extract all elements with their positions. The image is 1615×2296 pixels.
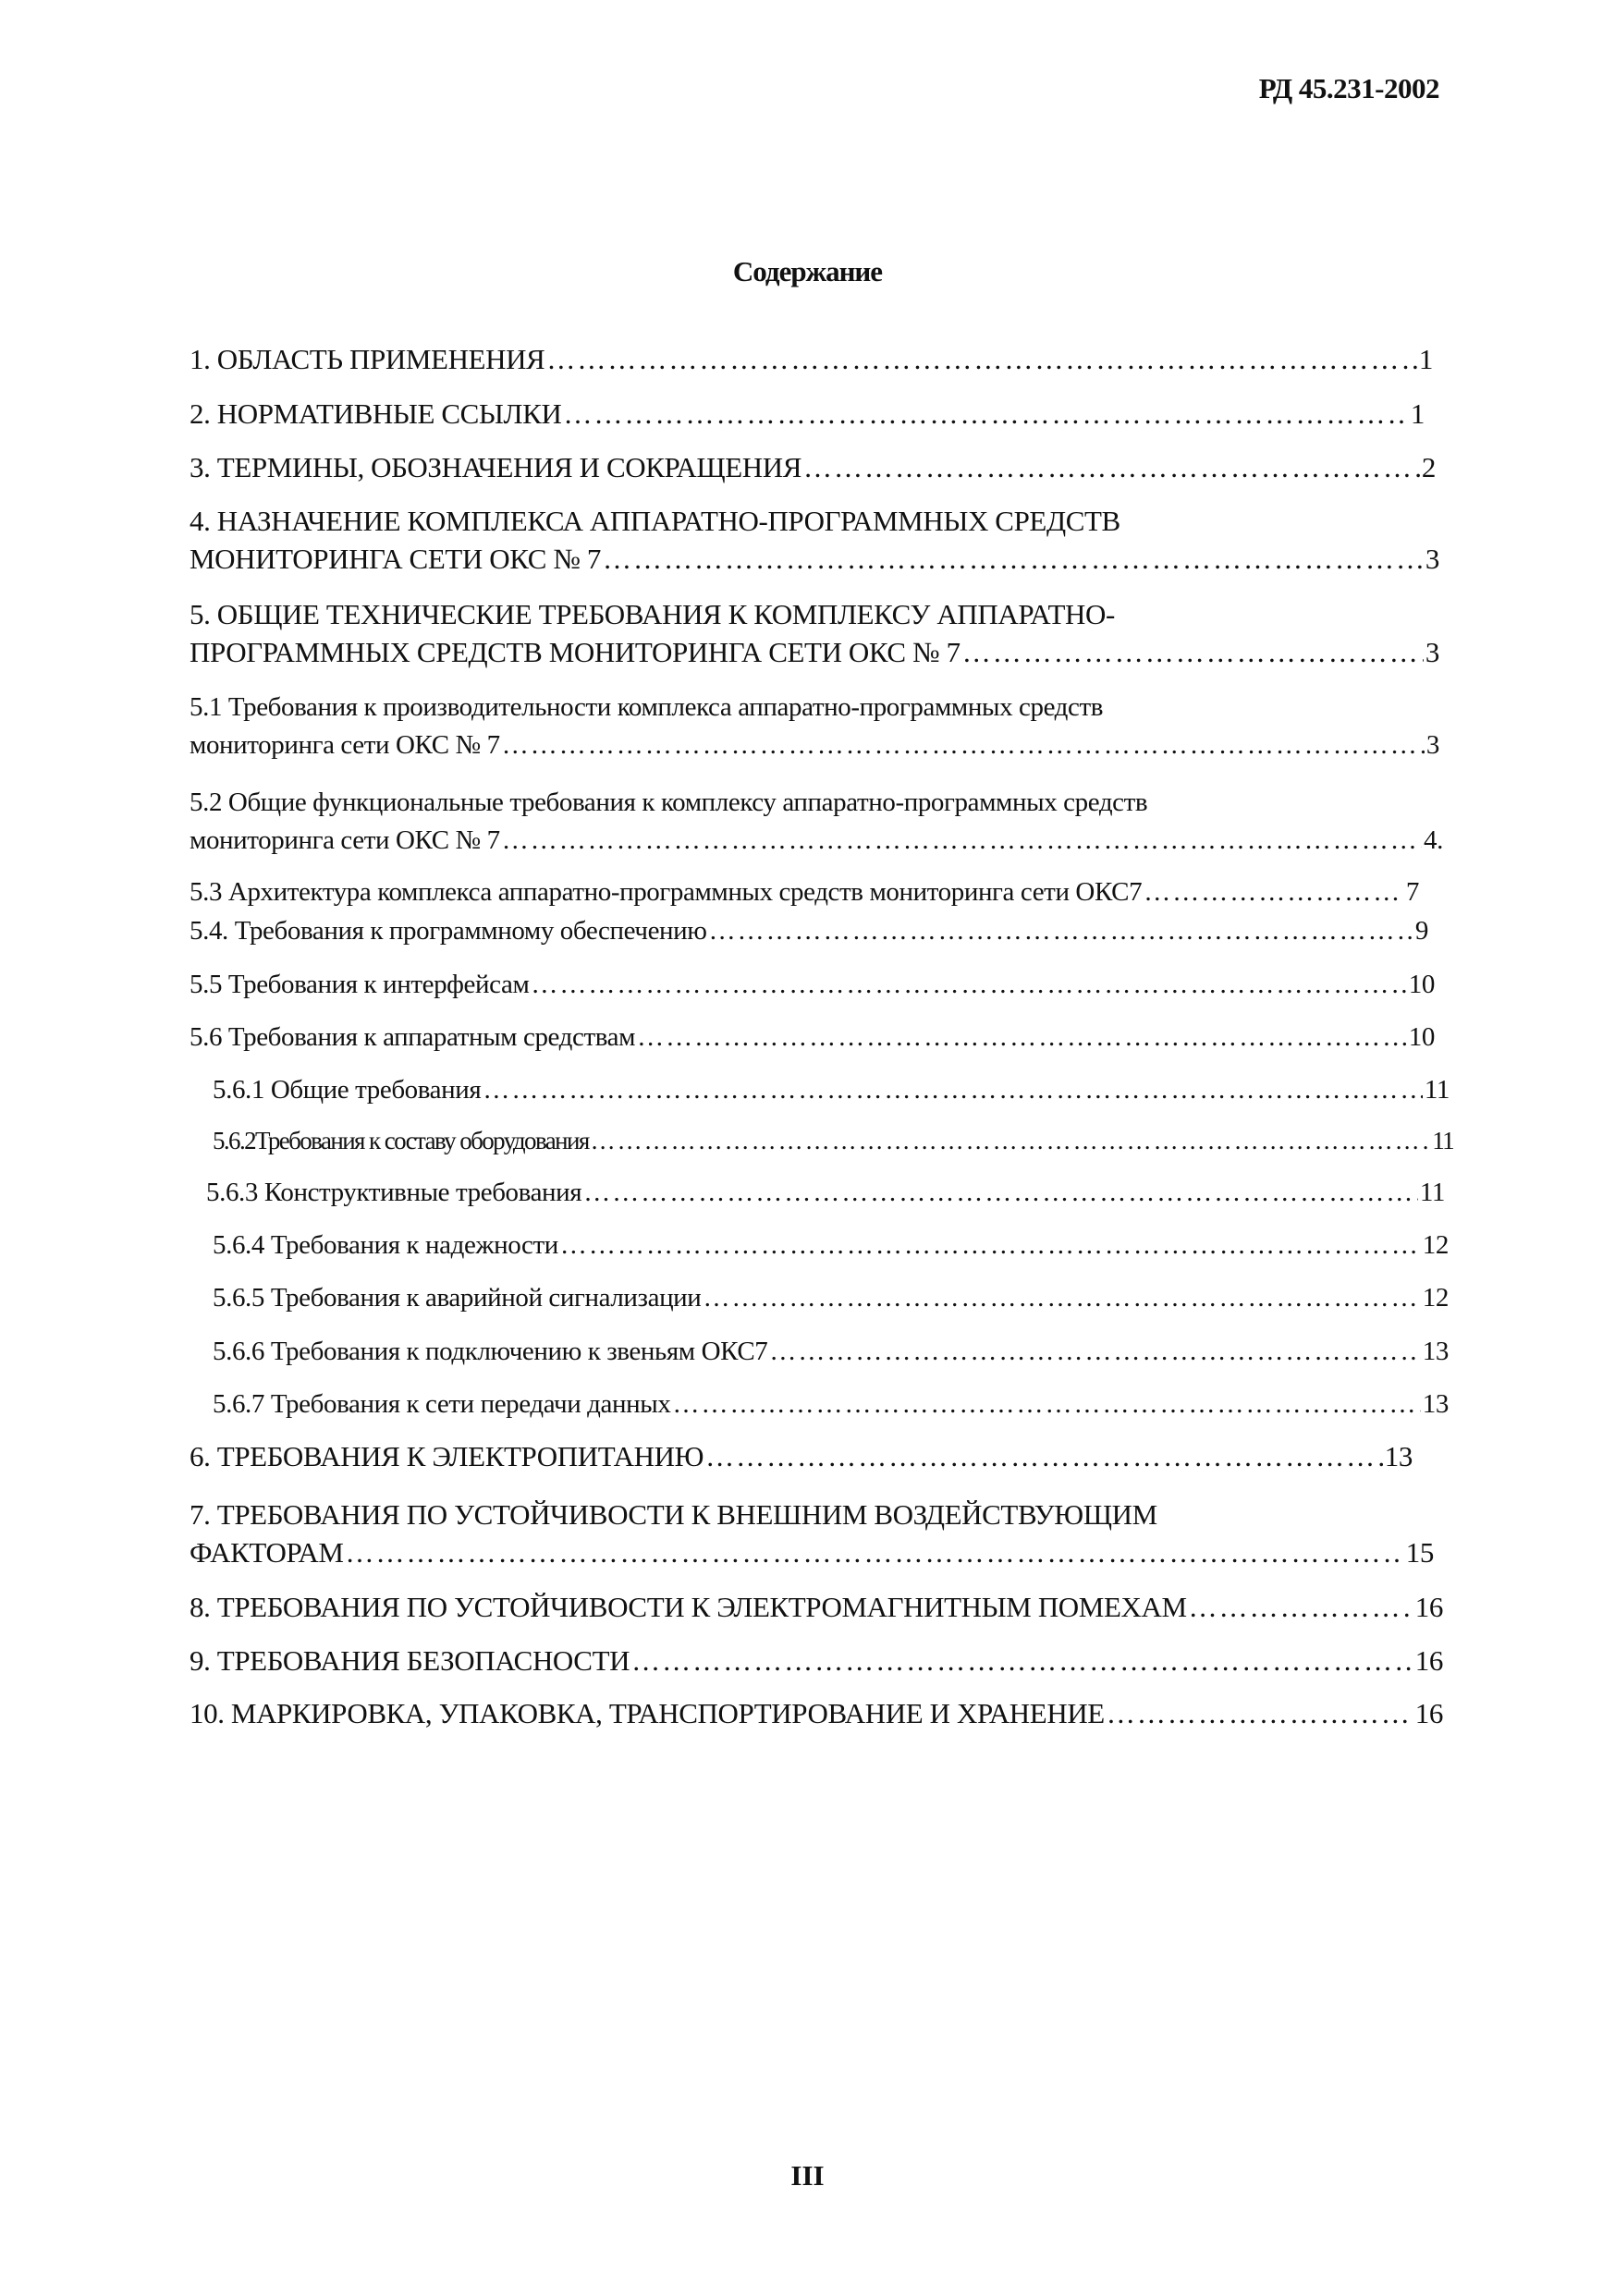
toc-page-number: 11 — [1419, 1178, 1445, 1207]
toc-entry-title: 9. ТРЕБОВАНИЯ БЕЗОПАСНОСТИ — [190, 1644, 630, 1677]
leader-dots — [705, 1437, 1383, 1475]
toc-entry-title: 5.3 Архитектура комплекса аппаратно-программных средств мониторинга сети ОКС7 — [190, 877, 1143, 907]
toc-page-number: 9 — [1414, 916, 1428, 946]
leader-dots — [603, 540, 1424, 578]
document-code: РД 45.231-2002 — [1258, 72, 1439, 104]
toc-entry-2[interactable] — [190, 395, 1425, 433]
leader-dots — [1107, 1694, 1413, 1732]
toc-entry-5-6-3[interactable] — [206, 1174, 1445, 1212]
leader-dots — [502, 727, 1425, 764]
leader-dots — [546, 340, 1417, 378]
toc-entry-5-3[interactable] — [190, 873, 1419, 911]
toc-entry-5-6[interactable] — [190, 1019, 1435, 1056]
toc-entry-title: 5.6.4 Требования к надежности — [213, 1230, 558, 1260]
toc-entry-title-line2: мониторинга сети ОКС № 7 — [190, 825, 500, 855]
page-title: Содержание — [732, 255, 883, 287]
leader-dots — [346, 1533, 1404, 1571]
toc-entry-3[interactable] — [190, 448, 1436, 486]
toc-page-number: 12 — [1422, 1283, 1449, 1313]
toc-entry-title: 2. НОРМАТИВНЫЕ ССЫЛКИ — [190, 397, 562, 430]
toc-entry-title-line2: мониторинга сети ОКС № 7 — [190, 730, 500, 760]
leader-dots — [672, 1386, 1420, 1423]
toc-entry-title: 5.5 Требования к интерфейсам — [190, 970, 530, 999]
toc-entry-title: 10. МАРКИРОВКА, УПАКОВКА, ТРАНСПОРТИРОВАНИЕ И ХРАНЕНИЕ — [190, 1697, 1105, 1729]
toc-entry-5-6-4[interactable] — [213, 1227, 1449, 1264]
toc-entry-title: 6. ТРЕБОВАНИЯ К ЭЛЕКТРОПИТАНИЮ — [190, 1440, 704, 1472]
toc-entry-title-line2: МОНИТОРИНГА СЕТИ ОКС № 7 — [190, 543, 601, 575]
toc-entry-title: 5.6 Требования к аппаратным средствам — [190, 1022, 636, 1052]
toc-entry-title: 5.4. Требования к программному обеспечению — [190, 916, 707, 946]
toc-entry-5-4[interactable] — [190, 912, 1428, 950]
toc-page-number: 3 — [1425, 730, 1439, 760]
toc-page-number: 1 — [1410, 397, 1425, 430]
toc-page-number: 3 — [1425, 543, 1439, 575]
page-number: III — [790, 2159, 825, 2192]
leader-dots — [962, 633, 1424, 671]
toc-page-number: 7 — [1405, 877, 1419, 907]
toc-page-number: 11 — [1432, 1127, 1453, 1154]
leader-dots — [560, 1227, 1421, 1264]
toc-entry-5-1[interactable] — [190, 689, 1439, 764]
toc-entry-title-line1: 5.1 Требования к производительности комплекса аппаратно-программных средств — [190, 692, 1104, 722]
leader-dots — [637, 1019, 1407, 1056]
toc-entry-title: 5.6.1 Общие требования — [213, 1075, 482, 1105]
leader-dots — [483, 1071, 1423, 1109]
toc-page-number: 16 — [1414, 1591, 1443, 1623]
toc-page-number: 15 — [1405, 1536, 1434, 1569]
toc-entry-5[interactable] — [190, 595, 1439, 671]
toc-page-number: 1 — [1418, 343, 1433, 375]
toc-entry-9[interactable] — [190, 1642, 1443, 1679]
toc-page-number: 4. — [1424, 825, 1443, 855]
toc-entry-title-line1: 5.2 Общие функциональные требования к комплексу аппаратно-программных средств — [190, 788, 1148, 817]
leader-dots — [703, 1279, 1420, 1317]
toc-entry-title-line2: ФАКТОРАМ — [190, 1536, 344, 1569]
toc-entry-title: 5.6.6 Требования к подключению к звеньям ОКС7 — [213, 1337, 768, 1366]
toc-entry-title: 5.6.5 Требования к аварийной сигнализации — [213, 1283, 702, 1313]
toc-entry-title-line1: 7. ТРЕБОВАНИЯ ПО УСТОЙЧИВОСТИ К ВНЕШНИМ ВОЗДЕЙСТВУЮЩИМ — [190, 1498, 1157, 1531]
toc-entry-5-6-5[interactable] — [213, 1279, 1449, 1317]
toc-page-number: 13 — [1384, 1440, 1413, 1472]
leader-dots — [591, 1122, 1431, 1160]
toc-entry-title: 1. ОБЛАСТЬ ПРИМЕНЕНИЯ — [190, 343, 545, 375]
toc-entry-5-6-2[interactable] — [213, 1122, 1453, 1160]
toc-entry-title: 3. ТЕРМИНЫ, ОБОЗНАЧЕНИЯ И СОКРАЩЕНИЯ — [190, 451, 802, 483]
toc-page-number: 12 — [1422, 1230, 1449, 1260]
toc-entry-title: 5.6.3 Конструктивные требования — [206, 1178, 582, 1207]
toc-entry-5-6-7[interactable] — [213, 1386, 1449, 1423]
toc-page-number: 11 — [1424, 1075, 1450, 1105]
leader-dots — [583, 1174, 1418, 1212]
toc-entry-10[interactable] — [190, 1694, 1443, 1732]
toc-page-number: 16 — [1414, 1697, 1443, 1729]
toc-entry-title: 5.6.2Требования к составу оборудования — [213, 1127, 589, 1154]
leader-dots — [803, 448, 1420, 486]
toc-entry-title: 5.6.7 Требования к сети передачи данных — [213, 1389, 671, 1419]
leader-dots — [531, 966, 1406, 1004]
toc-entry-6[interactable] — [190, 1437, 1413, 1475]
leader-dots — [1189, 1588, 1413, 1626]
toc-entry-title-line1: 5. ОБЩИЕ ТЕХНИЧЕСКИЕ ТРЕБОВАНИЯ К КОМПЛЕКСУ АППАРАТНО- — [190, 598, 1115, 630]
leader-dots — [502, 822, 1422, 860]
toc-page-number: 13 — [1422, 1389, 1449, 1419]
leader-dots — [769, 1333, 1420, 1371]
toc-page-number: 13 — [1422, 1337, 1449, 1366]
toc-page-number: 3 — [1425, 636, 1439, 668]
toc-entry-5-6-6[interactable] — [213, 1333, 1449, 1371]
toc-entry-8[interactable] — [190, 1588, 1443, 1626]
toc-entry-title-line2: ПРОГРАММНЫХ СРЕДСТВ МОНИТОРИНГА СЕТИ ОКС № 7 — [190, 636, 960, 668]
toc-page-number: 16 — [1414, 1644, 1443, 1677]
toc-page-number: 10 — [1408, 1022, 1435, 1052]
toc-entry-5-5[interactable] — [190, 966, 1435, 1004]
toc-entry-7[interactable] — [190, 1496, 1434, 1571]
toc-page-number: 2 — [1421, 451, 1436, 483]
toc-page-number: 10 — [1408, 970, 1435, 999]
leader-dots — [1144, 873, 1404, 911]
leader-dots — [709, 912, 1413, 950]
toc-entry-4[interactable] — [190, 502, 1439, 578]
toc-entry-5-6-1[interactable] — [213, 1071, 1450, 1109]
leader-dots — [631, 1642, 1413, 1679]
toc-entry-5-2[interactable] — [190, 784, 1443, 860]
toc-entry-1[interactable] — [190, 340, 1433, 378]
leader-dots — [563, 395, 1408, 433]
toc-entry-title: 8. ТРЕБОВАНИЯ ПО УСТОЙЧИВОСТИ К ЭЛЕКТРОМАГНИТНЫМ ПОМЕХАМ — [190, 1591, 1187, 1623]
toc-entry-title-line1: 4. НАЗНАЧЕНИЕ КОМПЛЕКСА АППАРАТНО-ПРОГРАММНЫХ СРЕДСТВ — [190, 505, 1120, 537]
